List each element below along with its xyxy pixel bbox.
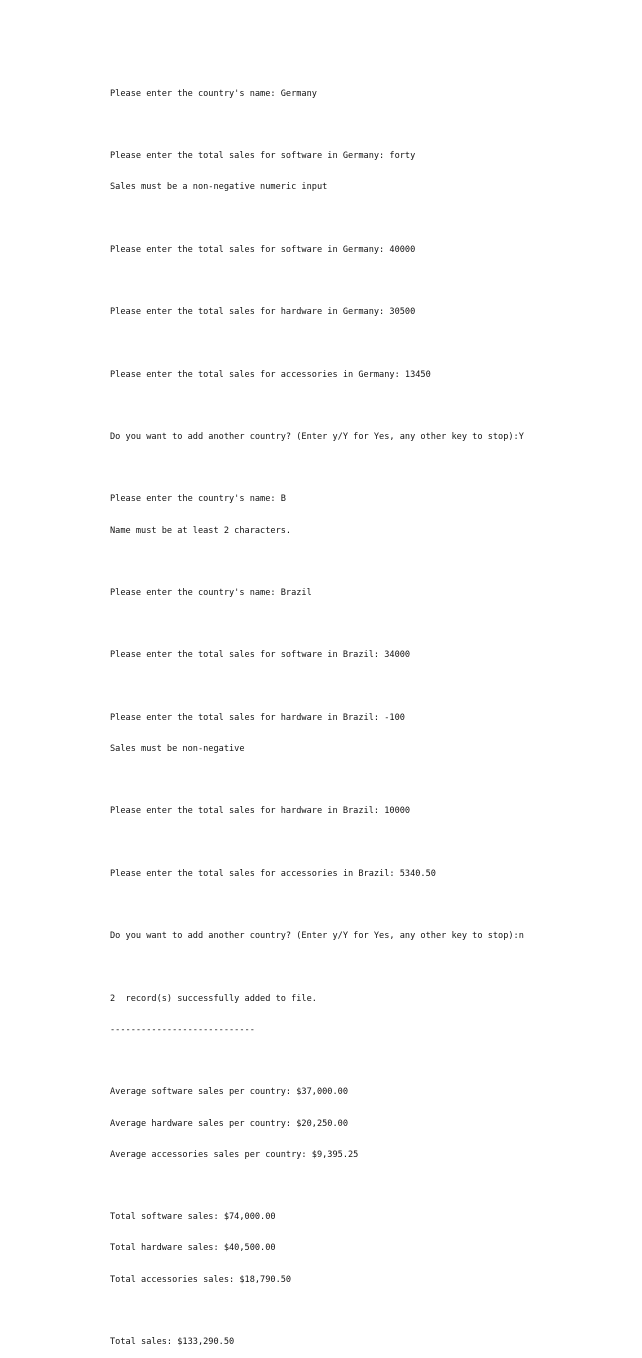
console-line: Please enter the country's name: Brazil: [110, 588, 312, 599]
blank-line: [110, 276, 630, 286]
console-line: Please enter the total sales for accessories in Germany: 13450: [110, 369, 431, 380]
average-accessories-sales: Average accessories sales per country: $9,395.25: [110, 1149, 359, 1160]
blank-line: [110, 682, 630, 692]
console-line: Do you want to add another country? (Enter y/Y for Yes, any other key to stop):n: [110, 931, 524, 942]
blank-line: [110, 1181, 630, 1191]
console-line: Do you want to add another country? (Enter y/Y for Yes, any other key to stop):Y: [110, 432, 524, 443]
blank-line: [110, 1306, 630, 1316]
blank-line: [110, 463, 630, 473]
console-line: Please enter the total sales for software in Germany: forty: [110, 151, 416, 162]
total-software-sales: Total software sales: $74,000.00: [110, 1212, 276, 1223]
blank-line: [110, 900, 630, 910]
blank-line: [110, 214, 630, 224]
total-sales: Total sales: $133,290.50: [110, 1336, 235, 1347]
console-line: Please enter the total sales for hardware in Brazil: 10000: [110, 806, 411, 817]
blank-line: [110, 120, 630, 130]
console-line: Please enter the total sales for hardware in Germany: 30500: [110, 307, 416, 318]
console-line: Please enter the total sales for accessories in Brazil: 5340.50: [110, 868, 436, 879]
blank-line: [110, 838, 630, 848]
blank-line: [110, 1056, 630, 1066]
records-added-message: 2 record(s) successfully added to file.: [110, 993, 317, 1004]
total-hardware-sales: Total hardware sales: $40,500.00: [110, 1243, 276, 1254]
error-message: Name must be at least 2 characters.: [110, 525, 292, 536]
console-line: Please enter the total sales for hardware in Brazil: -100: [110, 712, 405, 723]
blank-line: [110, 963, 630, 973]
blank-line: [110, 557, 630, 567]
console-line: Please enter the total sales for software in Brazil: 34000: [110, 650, 411, 661]
blank-line: [110, 619, 630, 629]
total-accessories-sales: Total accessories sales: $18,790.50: [110, 1274, 292, 1285]
error-message: Sales must be non-negative: [110, 744, 245, 755]
console-line: Please enter the total sales for software in Germany: 40000: [110, 244, 416, 255]
average-hardware-sales: Average hardware sales per country: $20,250.00: [110, 1118, 348, 1129]
console-line: Please enter the country's name: B: [110, 494, 286, 505]
console-line: Please enter the country's name: Germany: [110, 88, 317, 99]
blank-line: [110, 338, 630, 348]
error-message: Sales must be a non-negative numeric input: [110, 182, 328, 193]
separator-line: ----------------------------: [110, 1024, 255, 1035]
blank-line: [110, 401, 630, 411]
blank-line: [110, 775, 630, 785]
console-output: [110, 68, 630, 1358]
average-software-sales: Average software sales per country: $37,000.00: [110, 1087, 348, 1098]
